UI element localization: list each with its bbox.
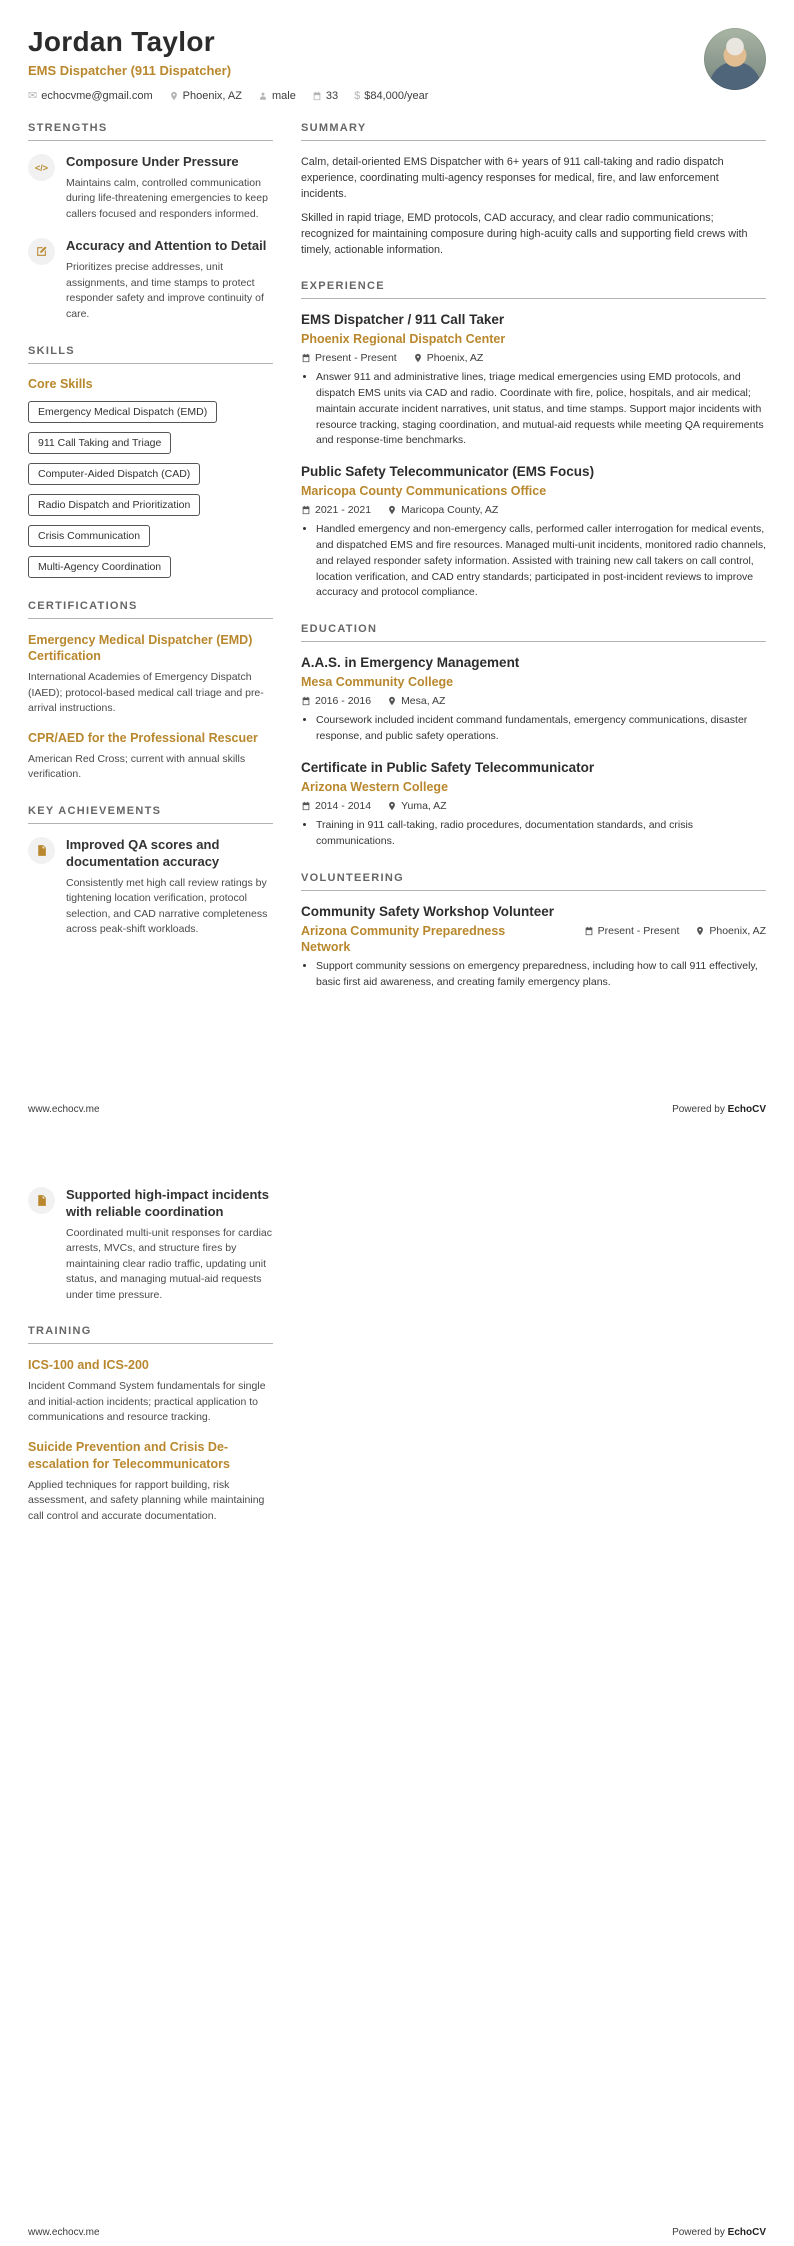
training-title: ICS-100 and ICS-200 — [28, 1358, 149, 1373]
resume-header — [0, 0, 794, 116]
achievement-title: Improved QA scores and documentation accuracy — [66, 836, 220, 869]
training-text: Incident Command System fundamentals for single and initial-action incidents; practical application to communications and resource tracking. — [28, 1380, 266, 1424]
contact-salary-text: $84,000/year — [364, 90, 429, 102]
contact-location — [169, 90, 242, 102]
calendar-icon — [301, 801, 311, 811]
certification-item — [28, 632, 273, 717]
education-meta — [301, 800, 766, 812]
calendar-icon — [301, 696, 311, 706]
profile-photo — [704, 28, 766, 90]
certification-item — [28, 730, 273, 783]
calendar-icon — [301, 505, 311, 515]
contact-gender — [258, 90, 296, 102]
section-heading-strengths: STRENGTHS — [28, 122, 273, 141]
volunteer-meta — [584, 925, 766, 937]
strength-item — [28, 238, 273, 322]
education-location: Mesa, AZ — [387, 695, 445, 707]
education-location: Yuma, AZ — [387, 800, 447, 812]
document-icon — [28, 1187, 55, 1214]
school-name: Arizona Western College — [301, 779, 449, 794]
location-icon — [413, 353, 423, 363]
skill-pill: Radio Dispatch and Prioritization — [28, 494, 200, 516]
education-bullet: • Coursework included incident command fundamentals, emergency communications, disaster response, and public safety operations. — [316, 713, 766, 745]
training-title: Suicide Prevention and Crisis De-escalation for Telecommunicators — [28, 1439, 230, 1471]
training-item — [28, 1439, 273, 1524]
footer-powered: Powered by EchoCV — [672, 2227, 766, 2238]
dollar-icon: $ — [354, 89, 361, 102]
job-dates: Present - Present — [301, 352, 397, 364]
certification-title: CPR/AED for the Professional Rescuer — [28, 730, 258, 745]
footer-powered: Powered by EchoCV — [672, 1104, 766, 1115]
calendar-icon — [312, 91, 322, 101]
job-location: Maricopa County, AZ — [387, 504, 498, 516]
header-job-title: EMS Dispatcher (911 Dispatcher) — [28, 63, 232, 78]
achievement-text: Consistently met high call review ratings by tightening location verification, protocol selection, and CAD narrative completeness across peak-shift workloads. — [66, 876, 268, 936]
school-name: Mesa Community College — [301, 675, 454, 690]
summary-paragraph: Skilled in rapid triage, EMD protocols, CAD accuracy, and clear radio communications; recognized for maintaining composure during high-acuity calls and supporting field crews with timely, actionable information. — [301, 211, 748, 256]
degree: A.A.S. in Emergency Management — [301, 655, 520, 671]
location-icon — [387, 696, 397, 706]
header-text-block — [28, 26, 428, 102]
location-icon — [387, 505, 397, 515]
skill-pill: Crisis Communication — [28, 525, 150, 547]
education-meta — [301, 695, 766, 707]
job-bullets — [301, 522, 766, 601]
job-title: EMS Dispatcher / 911 Call Taker — [301, 312, 505, 328]
right-column — [301, 1187, 766, 1546]
achievement-item — [28, 837, 273, 938]
certification-title: Emergency Medical Dispatcher (EMD) Certification — [28, 632, 253, 664]
volunteer-bullets — [301, 959, 766, 991]
training-text: Applied techniques for rapport building, risk assessment, and safety planning while maintaining call control and accurate documentation. — [28, 1478, 265, 1522]
page-footer — [28, 1104, 766, 1115]
document-icon — [28, 837, 55, 864]
volunteering-entry — [301, 904, 766, 991]
experience-entry — [301, 464, 766, 601]
education-dates: 2016 - 2016 — [301, 695, 371, 707]
footer-site-link[interactable]: www.echocv.me — [28, 2227, 100, 2238]
contact-gender-text: male — [271, 90, 296, 102]
achievement-body — [66, 837, 273, 938]
certification-text: International Academies of Emergency Dispatch (IAED); protocol-based medical call triage and pre-arrival instructions. — [28, 671, 264, 715]
job-dates: 2021 - 2021 — [301, 504, 371, 516]
location-icon — [387, 801, 397, 811]
certifications-section — [28, 600, 273, 783]
calendar-icon — [301, 353, 311, 363]
code-icon: </> — [28, 154, 55, 181]
section-heading-volunteering: VOLUNTEERING — [301, 872, 766, 891]
experience-entry — [301, 312, 766, 449]
volunteer-bullet: • Support community sessions on emergency preparedness, including how to call 911 effectively, basic first aid awareness, and creating family emergency plans. — [316, 959, 766, 991]
skill-pill: Computer-Aided Dispatch (CAD) — [28, 463, 200, 485]
contact-age-text: 33 — [325, 90, 339, 102]
job-company: Phoenix Regional Dispatch Center — [301, 332, 506, 347]
location-icon — [695, 926, 705, 936]
achievement-body — [66, 1187, 273, 1303]
volunteer-location: Phoenix, AZ — [695, 925, 766, 937]
achievement-title: Supported high-impact incidents with reliable coordination — [66, 1187, 269, 1219]
page-title: Jordan Taylor — [28, 26, 215, 57]
section-heading-education: EDUCATION — [301, 623, 766, 642]
strength-text: Maintains calm, controlled communication during life-threatening emergencies to keep callers focused and responders informed. — [66, 176, 268, 220]
training-section — [28, 1325, 273, 1524]
footer-brand: EchoCV — [727, 1104, 766, 1115]
volunteering-section — [301, 872, 766, 991]
contact-location-text: Phoenix, AZ — [182, 90, 242, 102]
experience-section — [301, 280, 766, 601]
volunteer-title: Community Safety Workshop Volunteer — [301, 903, 555, 919]
job-bullet: • Answer 911 and administrative lines, triage medical emergencies using EMD protocols, and dispatch EMS units via CAD and radio. Coordinate with fire, police, hospitals, and air medical; maintain accurate incident narratives, unit status, and time stamps. Support major incidents with resource tracking, staging coordination, and mutual-aid requests while meeting QA requirements and response-time benchmarks. — [316, 370, 766, 449]
job-bullets — [301, 370, 766, 449]
person-icon — [258, 91, 268, 101]
achievements-section — [28, 805, 273, 938]
contact-age — [312, 90, 338, 102]
section-heading-experience: EXPERIENCE — [301, 280, 766, 299]
strength-item — [28, 154, 273, 222]
strength-title: Accuracy and Attention to Detail — [66, 238, 267, 254]
strengths-section — [28, 122, 273, 323]
contact-email[interactable] — [28, 90, 153, 102]
page-footer — [28, 2227, 766, 2238]
achievement-text: Coordinated multi-unit responses for cardiac arrests, MVCs, and structure fires by maintaining clear radio traffic, updating unit status, and managing mutual-aid requests under time pressure. — [66, 1226, 273, 1301]
education-bullets — [301, 818, 766, 850]
skills-group-label: Core Skills — [28, 376, 93, 391]
calendar-icon — [584, 926, 594, 936]
left-column — [28, 1187, 273, 1546]
education-section — [301, 623, 766, 850]
volunteer-org: Arizona Community Preparedness Network — [301, 923, 506, 954]
volunteer-org-row — [301, 923, 766, 958]
skill-pill: Emergency Medical Dispatch (EMD) — [28, 401, 217, 423]
achievement-item — [28, 1187, 273, 1303]
strength-body — [66, 238, 273, 322]
contact-salary — [354, 90, 428, 102]
summary-paragraph: Calm, detail-oriented EMS Dispatcher with 6+ years of 911 call-taking and radio dispatch experience, coordinating multi-agency responses for medical, fire, and law enforcement incidents. — [301, 156, 724, 201]
skills-section — [28, 345, 273, 578]
volunteer-dates: Present - Present — [584, 925, 680, 937]
right-column — [301, 122, 766, 1013]
section-heading-summary: SUMMARY — [301, 122, 766, 141]
email-icon: ✉ — [28, 89, 38, 102]
strength-body — [66, 154, 273, 222]
job-meta — [301, 352, 766, 364]
footer-site-link[interactable]: www.echocv.me — [28, 1104, 100, 1115]
footer-brand: EchoCV — [727, 2227, 766, 2238]
section-heading-skills: SKILLS — [28, 345, 273, 364]
job-title: Public Safety Telecommunicator (EMS Focus) — [301, 464, 595, 480]
contact-email-text: echocvme@gmail.com — [41, 90, 153, 102]
note-icon — [28, 238, 55, 265]
location-icon — [169, 91, 179, 101]
certification-text: American Red Cross; current with annual skills verification. — [28, 752, 246, 781]
job-company: Maricopa County Communications Office — [301, 484, 547, 499]
education-bullet: • Training in 911 call-taking, radio procedures, documentation standards, and crisis communications. — [316, 818, 766, 850]
degree: Certificate in Public Safety Telecommunicator — [301, 759, 595, 775]
resume-page-2 — [0, 1123, 794, 2246]
strength-text: Prioritizes precise addresses, unit assignments, and time stamps to protect responder safety and improve continuity of care. — [66, 261, 264, 320]
job-location: Phoenix, AZ — [413, 352, 484, 364]
summary-section — [301, 122, 766, 258]
left-column — [28, 122, 273, 1013]
contact-row — [28, 90, 428, 102]
strength-title: Composure Under Pressure — [66, 154, 239, 169]
section-heading-certifications: CERTIFICATIONS — [28, 600, 273, 619]
achievements-section-continued — [28, 1187, 273, 1303]
section-heading-training: TRAINING — [28, 1325, 273, 1344]
job-bullet: • Handled emergency and non-emergency calls, performed caller interrogation for medical events, and dispatched EMS and fire resources. Managed multi-unit incidents, monitored radio channels, and relayed responder safety information. Assisted with training new call takers on call control, location verification, and CAD entry standards; participated in post-incident reviews to improve accuracy and protocol compliance. — [316, 522, 766, 601]
training-item — [28, 1357, 273, 1425]
job-meta — [301, 504, 766, 516]
education-bullets — [301, 713, 766, 745]
education-entry — [301, 760, 766, 850]
skill-pill: 911 Call Taking and Triage — [28, 432, 171, 454]
section-heading-achievements: KEY ACHIEVEMENTS — [28, 805, 273, 824]
skill-pill: Multi-Agency Coordination — [28, 556, 171, 578]
education-entry — [301, 655, 766, 745]
education-dates: 2014 - 2014 — [301, 800, 371, 812]
